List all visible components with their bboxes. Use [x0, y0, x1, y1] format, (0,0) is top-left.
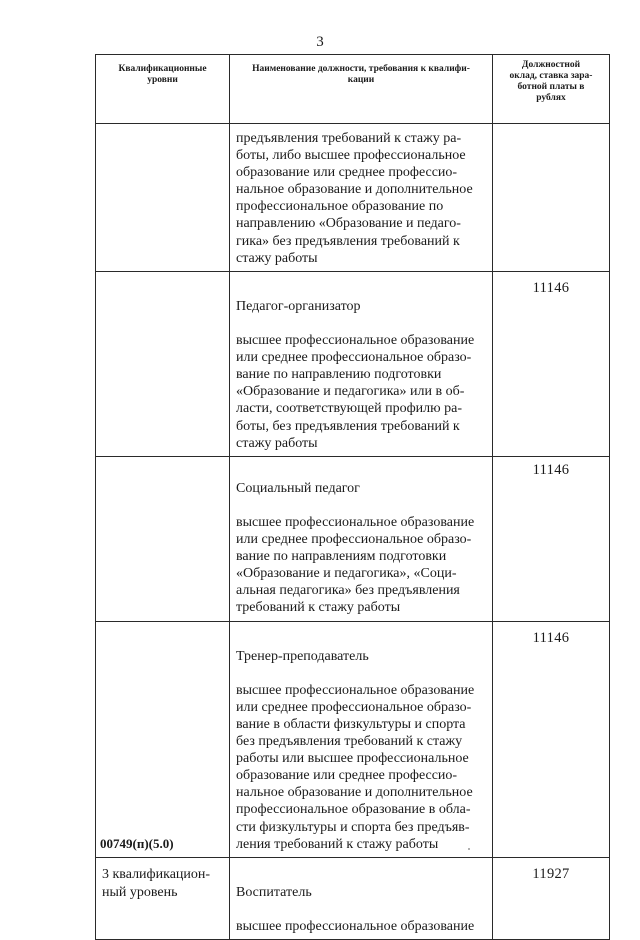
level-cell [96, 456, 230, 621]
salary-cell [493, 456, 610, 621]
requirements-cell [230, 621, 493, 857]
salary-value: 11927 [532, 865, 570, 882]
level-cell [96, 857, 230, 939]
table-row [96, 857, 610, 939]
requirements-cell [230, 271, 493, 456]
requirements-text: высшее профессиональное образование или среднее профессиональное образо- вание по направлениям подготовки «Образование и педагогика», «Соци- альная педагогика» без предъявления требований к стажу работы [236, 514, 475, 616]
header-salary: Должностной оклад, ставка зара- ботной платы в рублях [493, 55, 610, 124]
level-cell [96, 271, 230, 456]
qualification-level-label: 3 квалификацион- ный уровень [102, 866, 211, 900]
salary-cell [493, 621, 610, 857]
requirements-text: высшее профессиональное образование [236, 919, 475, 935]
level-cell [96, 124, 230, 272]
header-position-requirements: Наименование должности, требования к квалифи- кации [230, 55, 493, 124]
table-row [96, 124, 610, 272]
salary-value: 11146 [532, 279, 570, 296]
table-row [96, 456, 610, 621]
document-footer-code: 00749(п)(5.0) [100, 836, 174, 851]
position-title: Социальный педагог [236, 480, 360, 496]
salary-cell [493, 271, 610, 456]
position-title: Тренер-преподаватель [236, 648, 369, 664]
level-cell [96, 621, 230, 857]
salary-value: 11146 [532, 461, 570, 478]
salary-cell [493, 857, 610, 939]
page-number: 3 [316, 34, 324, 50]
requirements-text: предъявления требований к стажу ра- боты, либо высшее профессиональное образование или среднее профессио- нальное образование и дополнительное профессиональное образование по направлению «Образование и педаго- гика» без предъявления требований к стажу работы [236, 131, 473, 266]
table-row [96, 271, 610, 456]
table-row [96, 621, 610, 857]
header-qualification-levels: Квалификационные уровни [96, 55, 230, 124]
table-header-row [96, 55, 610, 124]
requirements-text: высшее профессиональное образование или среднее профессиональное образо- вание в области физкультуры и спорта без предъявления требований к стажу работы или высшее профессиональное образование или среднее профессио- нальное образование и дополнительное профессиональное образование в обла- сти физкультуры и спорта без предъяв- ления требований к стажу работы [236, 682, 475, 852]
requirements-text: высшее профессиональное образование или среднее профессиональное образо- вание по направлению подготовки «Образование и педагогика» или в об- ласти, соответствующей профилю ра- боты, без предъявления требований к стажу работы [236, 333, 475, 451]
qualification-table [95, 54, 610, 940]
requirements-cell [230, 124, 493, 272]
scan-speck [468, 848, 470, 850]
position-title: Воспитатель [236, 884, 312, 900]
salary-value: 11146 [532, 629, 570, 646]
position-title: Педагог-организатор [236, 298, 361, 314]
requirements-cell [230, 857, 493, 939]
salary-cell [493, 124, 610, 272]
requirements-cell [230, 456, 493, 621]
